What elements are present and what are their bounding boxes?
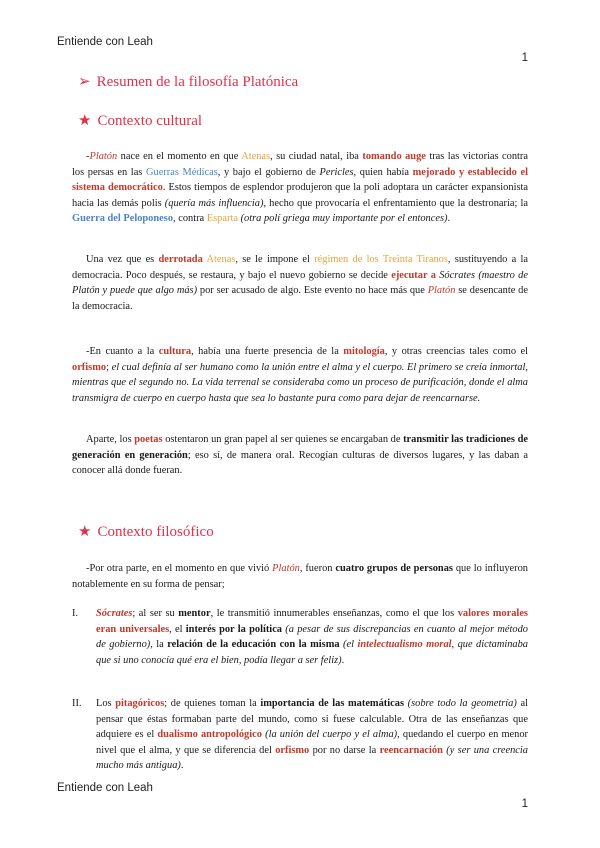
paragraph-poetas: Aparte, los poetas ostentaron un gran papel al ser quienes se encargaban de transmitir las tradiciones de generación en generación; eso sí, de manera oral. Recogían culturas de diversos lugares, y las daban a conocer allá donde fueran. (72, 434, 528, 477)
section-heading-filosofico: ★ Contexto filosófico (78, 524, 214, 540)
page-number-bottom: 1 (521, 798, 528, 810)
list-item-socrates: I. Sócrates; al ser su mentor, le transmitió innumerables enseñanzas, como el que los valores morales eran universales, el interés por la política (a pesar de sus discrepancias en cuanto al mejor método de gobierno), la relación de la educación con la misma (el intelectualismo moral, que dictaminaba que si uno conocía qué era el bien, podía llegar a ser feliz). (72, 608, 528, 666)
paragraph-derrota: Una vez que es derrotada Atenas, se le impone el régimen de los Treinta Tiranos, sustituyendo a la democracia. Poco después, se restaura, y bajo el nuevo gobierno se decide ejecutar a Sócrates (maestro de Platón y puede que algo más) por ser acusado de algo. Este evento no hace más que Platón se desencante de la democracia. (72, 254, 529, 312)
main-title (78, 72, 298, 91)
star-icon: ★ (78, 113, 92, 129)
page-number-top: 1 (521, 52, 528, 64)
page-header: Entiende con Leah (57, 36, 153, 48)
list-item-pitagoricos: II. Los pitagóricos; de quienes toman la importancia de las matemáticas (sobre todo la geometría) al pensar que éstas formaban parte del mundo, como si fuese calculable. Otra de las enseñanzas que adquiere es el dualismo antropológico (la unión del cuerpo y el alma), quedando el cuerpo en menor nivel que el alma, y que se diferencia del orfismo por no darse la reencarnación (y ser una creencia mucho más antigua). (72, 698, 528, 772)
section-heading-cultural: ★ Contexto cultural (78, 113, 203, 129)
paragraph-cuatro-grupos: -Por otra parte, en el momento en que vivió Platón, fueron cuatro grupos de personas que lo influyeron notablemente en su forma de pensar; (72, 563, 528, 590)
arrow-icon: ➢ (78, 74, 91, 90)
paragraph-cultura: -En cuanto a la cultura, había una fuerte presencia de la mitología, y otras creencias tales como el orfismo; el cual definía al ser humano como la unión entre el alma y el cuerpo. El primero se creía inmortal, mientras que el segundo no. La vida terrenal se consideraba como un proceso de purificación, donde el alma transmigra de cuerpo en cuerpo hasta que sea lo bastante pura como para dejar de reencarnarse. (72, 346, 529, 404)
main-title-text: Resumen de la filosofía Platónica (96, 74, 299, 90)
page-footer: Entiende con Leah (57, 782, 153, 794)
paragraph-platon-context: -Platón nace en el momento en que Atenas, su ciudad natal, iba tomando auge tras las victorias contra los persas en las Guerras Médicas, y bajo el gobierno de Pericles, quien había mejorado y establecido el sistema democrático. Estos tiempos de esplendor produjeron que la poli adoptara un carácter expansionista hacia las demás polis (quería más influencia), hecho que provocaría el enfrentamiento que la destronaría; la Guerra del Peloponeso, contra Esparta (otra polí griega muy importante por el entonces). (72, 151, 529, 225)
star-icon: ★ (78, 524, 92, 540)
